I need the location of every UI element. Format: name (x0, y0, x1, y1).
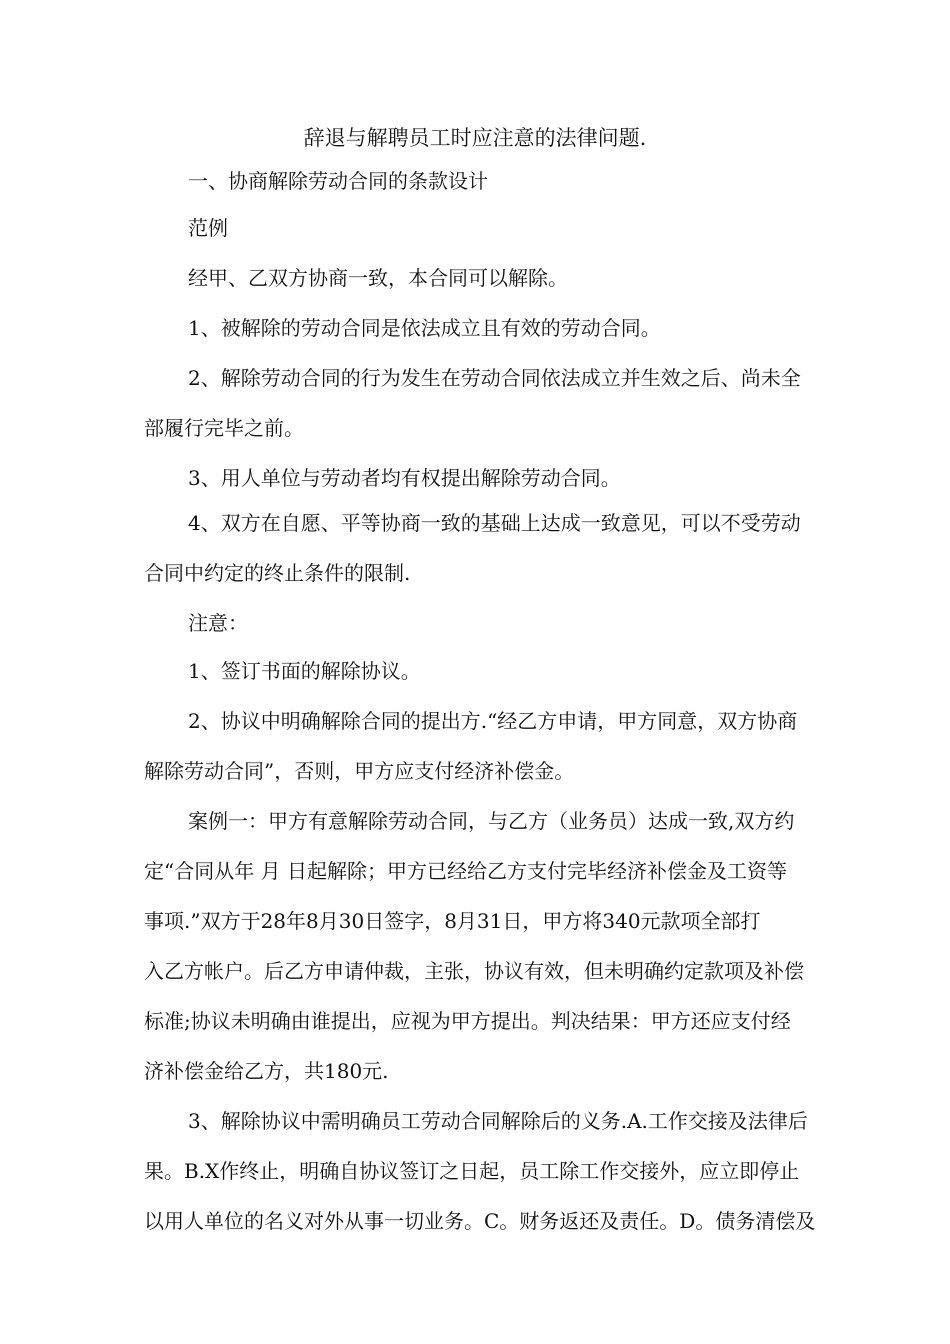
case-line: 定“合同从年 月 日起解除；甲方已经给乙方支付完毕经济补偿金及工资等 (144, 859, 787, 883)
case-line: 事项.”双方于28年8月30日签字，8月31日，甲方将340元款项全部打 (144, 909, 761, 933)
list-item-line: 部履行完毕之前。 (144, 416, 304, 440)
list-item-line: 2、解除劳动合同的行为发生在劳动合同依法成立并生效之后、尚未全 (188, 366, 801, 390)
note-item-line: 2、协议中明确解除合同的提出方.“经乙方申请，甲方同意，双方协商 (188, 709, 798, 733)
case-line: 案例一：甲方有意解除劳动合同，与乙方（业务员）达成一致,双方约 (188, 809, 795, 833)
document-title: 辞退与解聘员工时应注意的法律问题. (303, 126, 647, 150)
note-item: 1、签订书面的解除协议。 (188, 659, 421, 683)
case-line: 济补偿金给乙方，共180元. (144, 1059, 389, 1083)
note-label: 注意： (188, 611, 248, 635)
note-item-line: 以用人单位的名义对外从事一切业务。C。财务返还及责任。D。债务清偿及 (144, 1209, 816, 1233)
section-heading: 一、协商解除劳动合同的条款设计 (188, 169, 488, 193)
note-item-line: 解除劳动合同”，否则，甲方应支付经济补偿金。 (144, 759, 575, 783)
list-item-line: 合同中约定的终止条件的限制. (144, 561, 411, 585)
case-line: 标准;协议未明确由谁提出，应视为甲方提出。判决结果：甲方还应支付经 (144, 1009, 791, 1033)
list-item: 3、用人单位与劳动者均有权提出解除劳动合同。 (188, 466, 621, 490)
note-item-line: 3、解除协议中需明确员工劳动合同解除后的义务.A.工作交接及法律后 (188, 1109, 808, 1133)
note-item-line: 果。B.X作终止，明确自协议签订之日起，员工除工作交接外，应立即停止 (144, 1159, 800, 1183)
example-label: 范例 (188, 216, 228, 240)
list-item-line: 4、双方在自愿、平等协商一致的基础上达成一致意见，可以不受劳动 (188, 511, 801, 535)
case-line: 入乙方帐户。后乙方申请仲裁，主张，协议有效，但未明确约定款项及补偿 (144, 959, 804, 983)
paragraph: 经甲、乙双方协商一致，本合同可以解除。 (188, 266, 568, 290)
list-item: 1、被解除的劳动合同是依法成立且有效的劳动合同。 (188, 316, 661, 340)
